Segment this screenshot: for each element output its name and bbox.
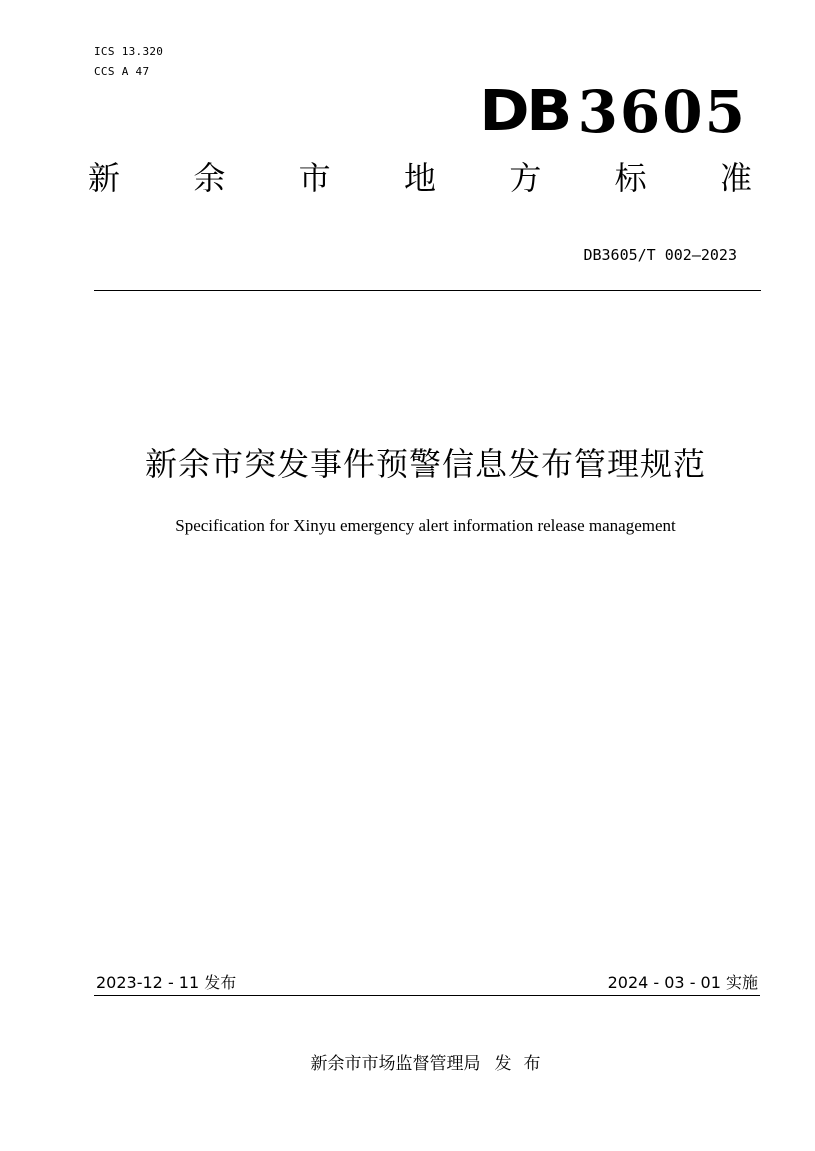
ics-code: ICS 13.320 — [94, 45, 164, 58]
ccs-code: CCS A 47 — [94, 65, 150, 78]
publisher-suffix: 发布 — [494, 1054, 553, 1074]
footer-divider — [94, 995, 760, 996]
standard-type-char: 标 — [614, 159, 647, 197]
document-title-chinese: 新余市突发事件预警信息发布管理规范 — [144, 445, 706, 483]
classification-codes — [94, 42, 163, 82]
document-title-english: Specification for Xinyu emergency alert information release management — [175, 516, 676, 535]
standard-number: DB3605/T 002—2023 — [583, 246, 737, 264]
standard-type-char: 新 — [88, 159, 121, 197]
implementation-date: 2024 - 03 - 01 实施 — [607, 973, 758, 992]
standard-type-char: 地 — [403, 159, 436, 197]
issue-date: 2023-12 - 11 发布 — [96, 973, 237, 992]
logo-db-mark: DB — [479, 79, 570, 144]
standard-type-heading — [88, 158, 752, 198]
standard-logo — [479, 78, 747, 146]
standard-type-char: 市 — [298, 159, 331, 197]
standard-type-char: 方 — [509, 159, 542, 197]
standard-type-char: 余 — [193, 159, 226, 197]
header-divider — [94, 290, 761, 291]
logo-region-number: 3605 — [577, 78, 747, 146]
standard-type-char: 准 — [719, 159, 752, 197]
publisher-line — [0, 1052, 815, 1076]
publisher-name: 新余市市场监督管理局 — [310, 1054, 481, 1074]
